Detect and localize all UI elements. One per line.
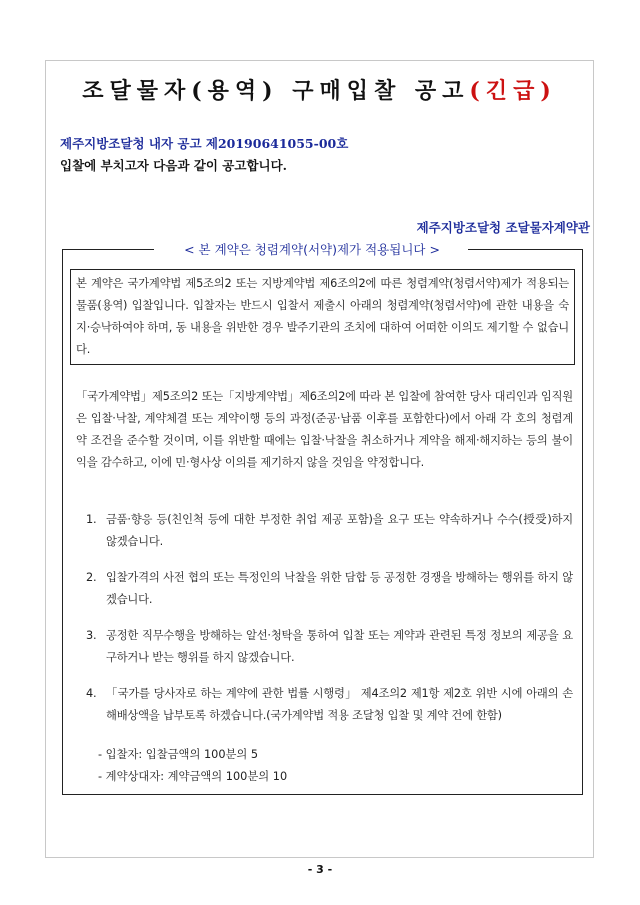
page-number: - 3 - — [307, 863, 333, 876]
pledge-heading: < 본 계약은 청렴계약(서약)제가 적용됩니다 > — [158, 240, 466, 258]
item-text: 입찰가격의 사전 협의 또는 특정인의 낙찰을 위한 담합 등 공정한 경쟁을 방해하는 행위를 하지 않겠습니다. — [106, 571, 573, 606]
item-text: 금품·향응 등(친인척 등에 대한 부정한 취업 제공 포함)을 요구 또는 약속하거나 수수(授受)하지 않겠습니다. — [106, 513, 573, 548]
pledge-item-1 — [86, 509, 573, 553]
document-title — [45, 74, 594, 105]
pledge-item-3 — [86, 625, 573, 669]
item-number: 2. — [86, 571, 97, 584]
issuer-name: 제주지방조달청 조달물자계약관 — [416, 220, 590, 235]
notice-intro: 입찰에 부치고자 다음과 같이 공고합니다. — [60, 158, 288, 173]
pledge-border-right — [468, 249, 583, 250]
damages-bidder: - 입찰자: 입찰금액의 100분의 5 — [98, 748, 259, 761]
item-number: 4. — [86, 687, 97, 700]
item-text: 공정한 직무수행을 방해하는 알선·청탁을 통하여 입찰 또는 계약과 관련된 특정 정보의 제공을 요구하거나 받는 행위를 하지 않겠습니다. — [106, 629, 573, 664]
notice-number: 제주지방조달청 내자 공고 제20190641055-00호 — [60, 136, 349, 151]
damages-contractor: - 계약상대자: 계약금액의 100분의 10 — [98, 770, 288, 783]
pledge-notice-box: 본 계약은 국가계약법 제5조의2 또는 지방계약법 제6조의2에 따른 청렴계약(청렴서약)제가 적용되는 물품(용역) 입찰입니다. 입찰자는 반드시 입찰서 제출시 아래의 청렴계약(청렴서약)에 관한 내용을 숙지·승낙하여야 하며, 동 내용을 위반한 경우 발주기관의 조치에 대하여 어떠한 이의도 제기할 수 없습니다. — [70, 269, 575, 365]
pledge-item-2 — [86, 567, 573, 611]
pledge-item-4 — [86, 683, 573, 727]
title-main: 조달물자(용역) 구매입찰 공고 — [82, 78, 470, 104]
title-urgent-tag: (긴급) — [469, 78, 557, 104]
pledge-border-left — [62, 249, 154, 250]
item-number: 1. — [86, 513, 97, 526]
item-number: 3. — [86, 629, 97, 642]
pledge-declaration: 「국가계약법」제5조의2 또는「지방계약법」제6조의2에 따라 본 입찰에 참여한 당사 대리인과 임직원은 입찰·낙찰, 계약체결 또는 계약이행 등의 과정(준공·납품 이후를 포함한다)에서 아래 각 호의 청렴계약 조건을 준수할 것이며, 이를 위반할 때에는 입찰·낙찰을 취소하거나 계약을 해제·해지하는 등의 불이익을 감수하고, 이에 민·형사상 이의를 제기하지 않을 것임을 약정합니다. — [76, 390, 573, 469]
item-text: 「국가를 당사자로 하는 계약에 관한 법률 시행령」 제4조의2 제1항 제2호 위반 시에 아래의 손해배상액을 납부토록 하겠습니다.(국가계약법 적용 조달청 입찰 및 계약 건에 한함) — [106, 687, 573, 722]
